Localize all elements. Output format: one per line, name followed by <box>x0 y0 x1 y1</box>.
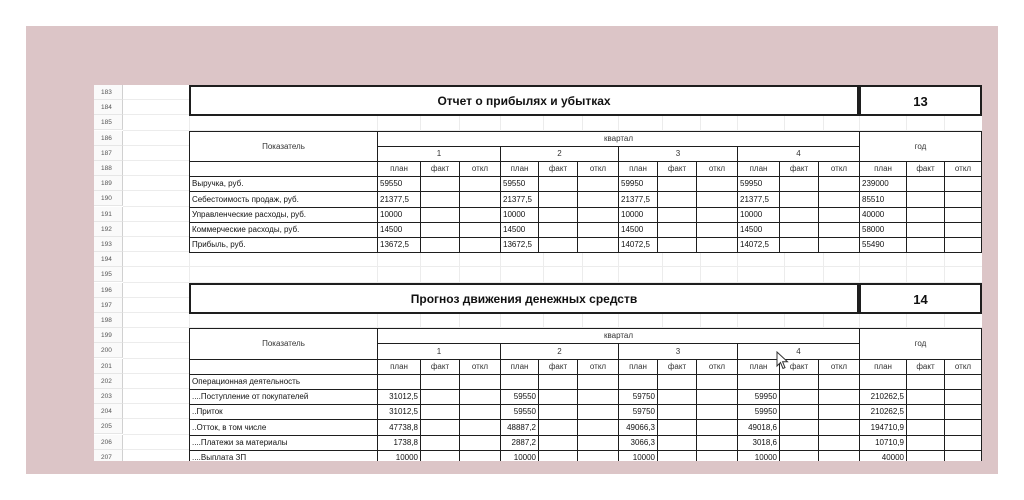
report2-dev-cell[interactable] <box>818 404 860 420</box>
report2-fact-cell[interactable] <box>538 404 578 420</box>
report2-year-plan[interactable]: план <box>859 359 907 375</box>
report2-year-fact-cell[interactable] <box>906 404 945 420</box>
report1-year-dev-cell[interactable] <box>944 176 982 192</box>
report2-sub-plan[interactable]: план <box>737 359 780 375</box>
report1-year-dev-cell[interactable] <box>944 237 982 253</box>
report2-fact-cell[interactable] <box>538 450 578 461</box>
report1-fact-cell[interactable] <box>420 222 460 238</box>
report2-row-label[interactable]: ....Выплата ЗП <box>189 450 378 461</box>
report1-quarter-2[interactable]: 2 <box>500 146 619 162</box>
report1-fact-cell[interactable] <box>420 237 460 253</box>
report2-sub-plan[interactable]: план <box>500 359 539 375</box>
row-number[interactable]: 192 <box>94 222 123 237</box>
report1-dev-cell[interactable] <box>459 176 501 192</box>
report1-plan-cell[interactable]: 14072,5 <box>737 237 780 253</box>
report1-sub-dev[interactable]: откл <box>459 161 501 177</box>
report2-quarter-header[interactable]: квартал <box>377 328 860 344</box>
report1-plan-cell[interactable]: 13672,5 <box>500 237 539 253</box>
report1-sub-plan[interactable]: план <box>618 161 658 177</box>
report1-quarter-header[interactable]: квартал <box>377 131 860 147</box>
report2-fact-cell[interactable] <box>779 419 819 436</box>
report1-year-dev-cell[interactable] <box>944 222 982 238</box>
report1-plan-cell[interactable]: 14500 <box>500 222 539 238</box>
report1-sub-plan[interactable]: план <box>737 161 780 177</box>
report2-dev-cell[interactable] <box>459 435 501 451</box>
report2-dev-cell[interactable] <box>696 374 738 390</box>
report1-year-plan-cell[interactable]: 58000 <box>859 222 907 238</box>
report2-dev-cell[interactable] <box>577 419 619 436</box>
row-number[interactable]: 193 <box>94 237 123 252</box>
row-number[interactable]: 207 <box>94 450 123 461</box>
report2-year-plan-cell[interactable]: 210262,5 <box>859 404 907 420</box>
report1-year-fact[interactable]: факт <box>906 161 945 177</box>
report2-fact-cell[interactable] <box>657 404 697 420</box>
report2-number[interactable]: 14 <box>859 283 982 314</box>
report2-dev-cell[interactable] <box>818 435 860 451</box>
report2-fact-cell[interactable] <box>420 374 460 390</box>
report1-dev-cell[interactable] <box>818 237 860 253</box>
report2-plan-cell[interactable] <box>737 374 780 390</box>
report1-plan-cell[interactable]: 10000 <box>377 207 421 223</box>
report1-dev-cell[interactable] <box>818 176 860 192</box>
report2-plan-cell[interactable]: 31012,5 <box>377 404 421 420</box>
report2-dev-cell[interactable] <box>696 389 738 405</box>
report1-sub-plan[interactable]: план <box>500 161 539 177</box>
report1-sub-fact[interactable]: факт <box>657 161 697 177</box>
report1-fact-cell[interactable] <box>657 237 697 253</box>
report1-dev-cell[interactable] <box>577 207 619 223</box>
report1-fact-cell[interactable] <box>657 176 697 192</box>
report1-fact-cell[interactable] <box>538 237 578 253</box>
report2-dev-cell[interactable] <box>459 404 501 420</box>
report1-dev-cell[interactable] <box>696 176 738 192</box>
row-number[interactable]: 201 <box>94 359 123 374</box>
report1-plan-cell[interactable]: 59950 <box>618 176 658 192</box>
report2-quarter-2[interactable]: 2 <box>500 343 619 360</box>
report2-sub-fact[interactable]: факт <box>420 359 460 375</box>
report1-fact-cell[interactable] <box>657 222 697 238</box>
report2-dev-cell[interactable] <box>577 450 619 461</box>
report2-year-fact-cell[interactable] <box>906 374 945 390</box>
report2-plan-cell[interactable]: 10000 <box>377 450 421 461</box>
report2-sub-dev[interactable]: откл <box>818 359 860 375</box>
report1-dev-cell[interactable] <box>818 207 860 223</box>
row-number[interactable]: 185 <box>94 115 123 130</box>
report2-year-dev-cell[interactable] <box>944 389 982 405</box>
report2-sub-dev[interactable]: откл <box>577 359 619 375</box>
report1-quarter-1[interactable]: 1 <box>377 146 501 162</box>
report2-dev-cell[interactable] <box>577 404 619 420</box>
report1-fact-cell[interactable] <box>538 191 578 208</box>
report2-sub-plan[interactable]: план <box>377 359 421 375</box>
report2-plan-cell[interactable]: 59950 <box>737 404 780 420</box>
report2-sub-fact[interactable]: факт <box>538 359 578 375</box>
report1-number[interactable]: 13 <box>859 85 982 116</box>
report1-row-label[interactable]: Прибыль, руб. <box>189 237 378 253</box>
report1-title[interactable]: Отчет о прибылях и убытках <box>189 85 859 116</box>
report2-dev-cell[interactable] <box>818 374 860 390</box>
report2-year-dev-cell[interactable] <box>944 404 982 420</box>
report2-plan-cell[interactable]: 2887,2 <box>500 435 539 451</box>
report2-year-plan-cell[interactable]: 10710,9 <box>859 435 907 451</box>
report1-plan-cell[interactable]: 21377,5 <box>377 191 421 208</box>
report1-row-label[interactable]: Коммерческие расходы, руб. <box>189 222 378 238</box>
row-number[interactable]: 187 <box>94 146 123 161</box>
report2-fact-cell[interactable] <box>420 450 460 461</box>
report2-plan-cell[interactable]: 59950 <box>737 389 780 405</box>
row-number[interactable]: 204 <box>94 404 123 419</box>
report2-dev-cell[interactable] <box>459 419 501 436</box>
row-number[interactable]: 203 <box>94 389 123 404</box>
report1-fact-cell[interactable] <box>420 176 460 192</box>
report1-year-fact-cell[interactable] <box>906 191 945 208</box>
report2-quarter-1[interactable]: 1 <box>377 343 501 360</box>
report2-dev-cell[interactable] <box>818 450 860 461</box>
report2-dev-cell[interactable] <box>696 450 738 461</box>
row-number[interactable]: 202 <box>94 374 123 389</box>
report2-year-header[interactable]: год <box>859 328 982 360</box>
report1-dev-cell[interactable] <box>696 191 738 208</box>
row-number[interactable]: 197 <box>94 298 123 313</box>
report2-sub-fact[interactable]: факт <box>779 359 819 375</box>
report1-plan-cell[interactable]: 14500 <box>737 222 780 238</box>
report2-fact-cell[interactable] <box>657 389 697 405</box>
report2-dev-cell[interactable] <box>577 374 619 390</box>
report2-dev-cell[interactable] <box>577 435 619 451</box>
report2-quarter-3[interactable]: 3 <box>618 343 738 360</box>
report1-plan-cell[interactable]: 21377,5 <box>618 191 658 208</box>
report1-sub-dev[interactable]: откл <box>696 161 738 177</box>
report2-row-label[interactable]: ....Поступление от покупателей <box>189 389 378 405</box>
report1-sub-fact[interactable]: факт <box>779 161 819 177</box>
report2-plan-cell[interactable]: 3018,6 <box>737 435 780 451</box>
report2-fact-cell[interactable] <box>779 374 819 390</box>
report2-dev-cell[interactable] <box>696 404 738 420</box>
report2-dev-cell[interactable] <box>696 435 738 451</box>
report2-fact-cell[interactable] <box>657 435 697 451</box>
report2-plan-cell[interactable] <box>618 374 658 390</box>
report2-dev-cell[interactable] <box>696 419 738 436</box>
report1-fact-cell[interactable] <box>657 191 697 208</box>
report2-dev-cell[interactable] <box>459 389 501 405</box>
report1-row-label[interactable]: Выручка, руб. <box>189 176 378 192</box>
report1-fact-cell[interactable] <box>657 207 697 223</box>
report2-year-fact-cell[interactable] <box>906 419 945 436</box>
report1-fact-cell[interactable] <box>538 207 578 223</box>
row-number[interactable]: 190 <box>94 191 123 206</box>
report2-fact-cell[interactable] <box>538 374 578 390</box>
report1-dev-cell[interactable] <box>696 222 738 238</box>
report1-year-plan-cell[interactable]: 239000 <box>859 176 907 192</box>
report2-plan-cell[interactable]: 10000 <box>500 450 539 461</box>
report1-plan-cell[interactable]: 14500 <box>377 222 421 238</box>
report1-year-plan-cell[interactable]: 55490 <box>859 237 907 253</box>
report2-fact-cell[interactable] <box>779 404 819 420</box>
report2-plan-cell[interactable]: 47738,8 <box>377 419 421 436</box>
report1-quarter-3[interactable]: 3 <box>618 146 738 162</box>
report2-dev-cell[interactable] <box>577 389 619 405</box>
report2-year-fact-cell[interactable] <box>906 435 945 451</box>
report2-fact-cell[interactable] <box>420 419 460 436</box>
report2-fact-cell[interactable] <box>779 450 819 461</box>
report1-year-plan[interactable]: план <box>859 161 907 177</box>
report1-fact-cell[interactable] <box>420 191 460 208</box>
report2-year-fact-cell[interactable] <box>906 450 945 461</box>
report1-plan-cell[interactable]: 59950 <box>737 176 780 192</box>
row-number[interactable]: 188 <box>94 161 123 176</box>
report1-fact-cell[interactable] <box>779 176 819 192</box>
row-number[interactable]: 194 <box>94 252 123 267</box>
report2-fact-cell[interactable] <box>657 419 697 436</box>
report2-indicator-header[interactable]: Показатель <box>189 328 378 360</box>
report1-year-dev[interactable]: откл <box>944 161 982 177</box>
report2-plan-cell[interactable]: 1738,8 <box>377 435 421 451</box>
report1-dev-cell[interactable] <box>577 176 619 192</box>
report1-subheader-blank[interactable] <box>189 161 378 177</box>
report1-year-fact-cell[interactable] <box>906 222 945 238</box>
report2-sub-fact[interactable]: факт <box>657 359 697 375</box>
row-number[interactable]: 205 <box>94 419 123 434</box>
report1-sub-dev[interactable]: откл <box>818 161 860 177</box>
report1-row-label[interactable]: Себестоимость продаж, руб. <box>189 191 378 208</box>
report1-year-header[interactable]: год <box>859 131 982 162</box>
spreadsheet <box>94 85 982 461</box>
report1-fact-cell[interactable] <box>779 191 819 208</box>
report2-plan-cell[interactable]: 59750 <box>618 389 658 405</box>
gridline <box>123 266 982 267</box>
report2-plan-cell[interactable] <box>500 374 539 390</box>
row-number[interactable]: 195 <box>94 267 123 282</box>
report1-plan-cell[interactable]: 13672,5 <box>377 237 421 253</box>
report1-fact-cell[interactable] <box>538 222 578 238</box>
report1-fact-cell[interactable] <box>779 207 819 223</box>
report2-plan-cell[interactable]: 59750 <box>618 404 658 420</box>
report2-dev-cell[interactable] <box>818 419 860 436</box>
report1-fact-cell[interactable] <box>779 237 819 253</box>
report2-year-fact-cell[interactable] <box>906 389 945 405</box>
report2-plan-cell[interactable]: 59550 <box>500 389 539 405</box>
report2-plan-cell[interactable] <box>377 374 421 390</box>
report1-plan-cell[interactable]: 59550 <box>500 176 539 192</box>
report1-indicator-header[interactable]: Показатель <box>189 131 378 162</box>
report1-year-fact-cell[interactable] <box>906 237 945 253</box>
report1-dev-cell[interactable] <box>577 237 619 253</box>
report2-sub-plan[interactable]: план <box>618 359 658 375</box>
report1-plan-cell[interactable]: 21377,5 <box>500 191 539 208</box>
report1-dev-cell[interactable] <box>459 207 501 223</box>
report1-dev-cell[interactable] <box>696 207 738 223</box>
report1-dev-cell[interactable] <box>577 222 619 238</box>
report2-year-dev-cell[interactable] <box>944 450 982 461</box>
report2-dev-cell[interactable] <box>459 450 501 461</box>
report2-subheader-blank[interactable] <box>189 359 378 375</box>
report2-row-label[interactable]: ..Приток <box>189 404 378 420</box>
slide-frame <box>26 26 998 474</box>
row-number[interactable]: 189 <box>94 176 123 191</box>
report2-plan-cell[interactable]: 31012,5 <box>377 389 421 405</box>
report2-fact-cell[interactable] <box>779 389 819 405</box>
report2-title[interactable]: Прогноз движения денежных средств <box>189 283 859 314</box>
report2-dev-cell[interactable] <box>459 374 501 390</box>
report2-year-fact[interactable]: факт <box>906 359 945 375</box>
row-number[interactable]: 186 <box>94 131 123 146</box>
report1-plan-cell[interactable]: 21377,5 <box>737 191 780 208</box>
report1-plan-cell[interactable]: 59550 <box>377 176 421 192</box>
report2-year-plan-cell[interactable]: 40000 <box>859 450 907 461</box>
report1-plan-cell[interactable]: 10000 <box>618 207 658 223</box>
report1-year-fact-cell[interactable] <box>906 207 945 223</box>
report2-fact-cell[interactable] <box>420 404 460 420</box>
row-number[interactable]: 191 <box>94 207 123 222</box>
report2-plan-cell[interactable]: 48887,2 <box>500 419 539 436</box>
report2-year-dev-cell[interactable] <box>944 374 982 390</box>
report1-year-dev-cell[interactable] <box>944 207 982 223</box>
report2-dev-cell[interactable] <box>818 389 860 405</box>
mouse-cursor-icon <box>776 351 790 371</box>
report1-plan-cell[interactable]: 14500 <box>618 222 658 238</box>
report2-plan-cell[interactable]: 10000 <box>737 450 780 461</box>
report2-year-plan-cell[interactable]: 210262,5 <box>859 389 907 405</box>
report1-fact-cell[interactable] <box>420 207 460 223</box>
report1-sub-plan[interactable]: план <box>377 161 421 177</box>
report1-row-label[interactable]: Управленческие расходы, руб. <box>189 207 378 223</box>
report2-row-label[interactable]: ..Отток, в том числе <box>189 419 378 436</box>
report2-plan-cell[interactable]: 59550 <box>500 404 539 420</box>
report2-plan-cell[interactable]: 49018,6 <box>737 419 780 436</box>
report2-fact-cell[interactable] <box>779 435 819 451</box>
report1-quarter-4[interactable]: 4 <box>737 146 860 162</box>
report1-sub-dev[interactable]: откл <box>577 161 619 177</box>
report1-year-plan-cell[interactable]: 85510 <box>859 191 907 208</box>
report1-sub-fact[interactable]: факт <box>538 161 578 177</box>
report2-sub-dev[interactable]: откл <box>696 359 738 375</box>
report1-fact-cell[interactable] <box>538 176 578 192</box>
report2-row-label[interactable]: Операционная деятельность <box>189 374 378 390</box>
report2-fact-cell[interactable] <box>420 389 460 405</box>
report2-row-label[interactable]: ....Платежи за материалы <box>189 435 378 451</box>
report1-fact-cell[interactable] <box>779 222 819 238</box>
row-number[interactable]: 198 <box>94 313 123 328</box>
report2-plan-cell[interactable]: 10000 <box>618 450 658 461</box>
report1-dev-cell[interactable] <box>818 222 860 238</box>
report2-plan-cell[interactable]: 49066,3 <box>618 419 658 436</box>
report1-dev-cell[interactable] <box>459 191 501 208</box>
row-number[interactable]: 184 <box>94 100 123 115</box>
row-number[interactable]: 199 <box>94 328 123 343</box>
report2-year-plan-cell[interactable] <box>859 374 907 390</box>
report1-dev-cell[interactable] <box>696 237 738 253</box>
report2-fact-cell[interactable] <box>538 419 578 436</box>
report1-dev-cell[interactable] <box>577 191 619 208</box>
report1-year-plan-cell[interactable]: 40000 <box>859 207 907 223</box>
report2-fact-cell[interactable] <box>657 374 697 390</box>
report1-dev-cell[interactable] <box>818 191 860 208</box>
report2-fact-cell[interactable] <box>420 435 460 451</box>
report1-sub-fact[interactable]: факт <box>420 161 460 177</box>
row-number[interactable]: 200 <box>94 343 123 358</box>
report2-year-plan-cell[interactable]: 194710,9 <box>859 419 907 436</box>
report2-quarter-4[interactable]: 4 <box>737 343 860 360</box>
report1-plan-cell[interactable]: 10000 <box>737 207 780 223</box>
report2-fact-cell[interactable] <box>657 450 697 461</box>
report2-fact-cell[interactable] <box>538 389 578 405</box>
report2-sub-dev[interactable]: откл <box>459 359 501 375</box>
report2-fact-cell[interactable] <box>538 435 578 451</box>
report1-dev-cell[interactable] <box>459 222 501 238</box>
report2-plan-cell[interactable]: 3066,3 <box>618 435 658 451</box>
row-number[interactable]: 183 <box>94 85 123 100</box>
report1-plan-cell[interactable]: 10000 <box>500 207 539 223</box>
report2-year-dev[interactable]: откл <box>944 359 982 375</box>
row-number[interactable]: 206 <box>94 435 123 450</box>
report1-year-fact-cell[interactable] <box>906 176 945 192</box>
report1-year-dev-cell[interactable] <box>944 191 982 208</box>
report2-year-dev-cell[interactable] <box>944 435 982 451</box>
report2-year-dev-cell[interactable] <box>944 419 982 436</box>
report1-plan-cell[interactable]: 14072,5 <box>618 237 658 253</box>
report1-dev-cell[interactable] <box>459 237 501 253</box>
row-number[interactable]: 196 <box>94 283 123 298</box>
